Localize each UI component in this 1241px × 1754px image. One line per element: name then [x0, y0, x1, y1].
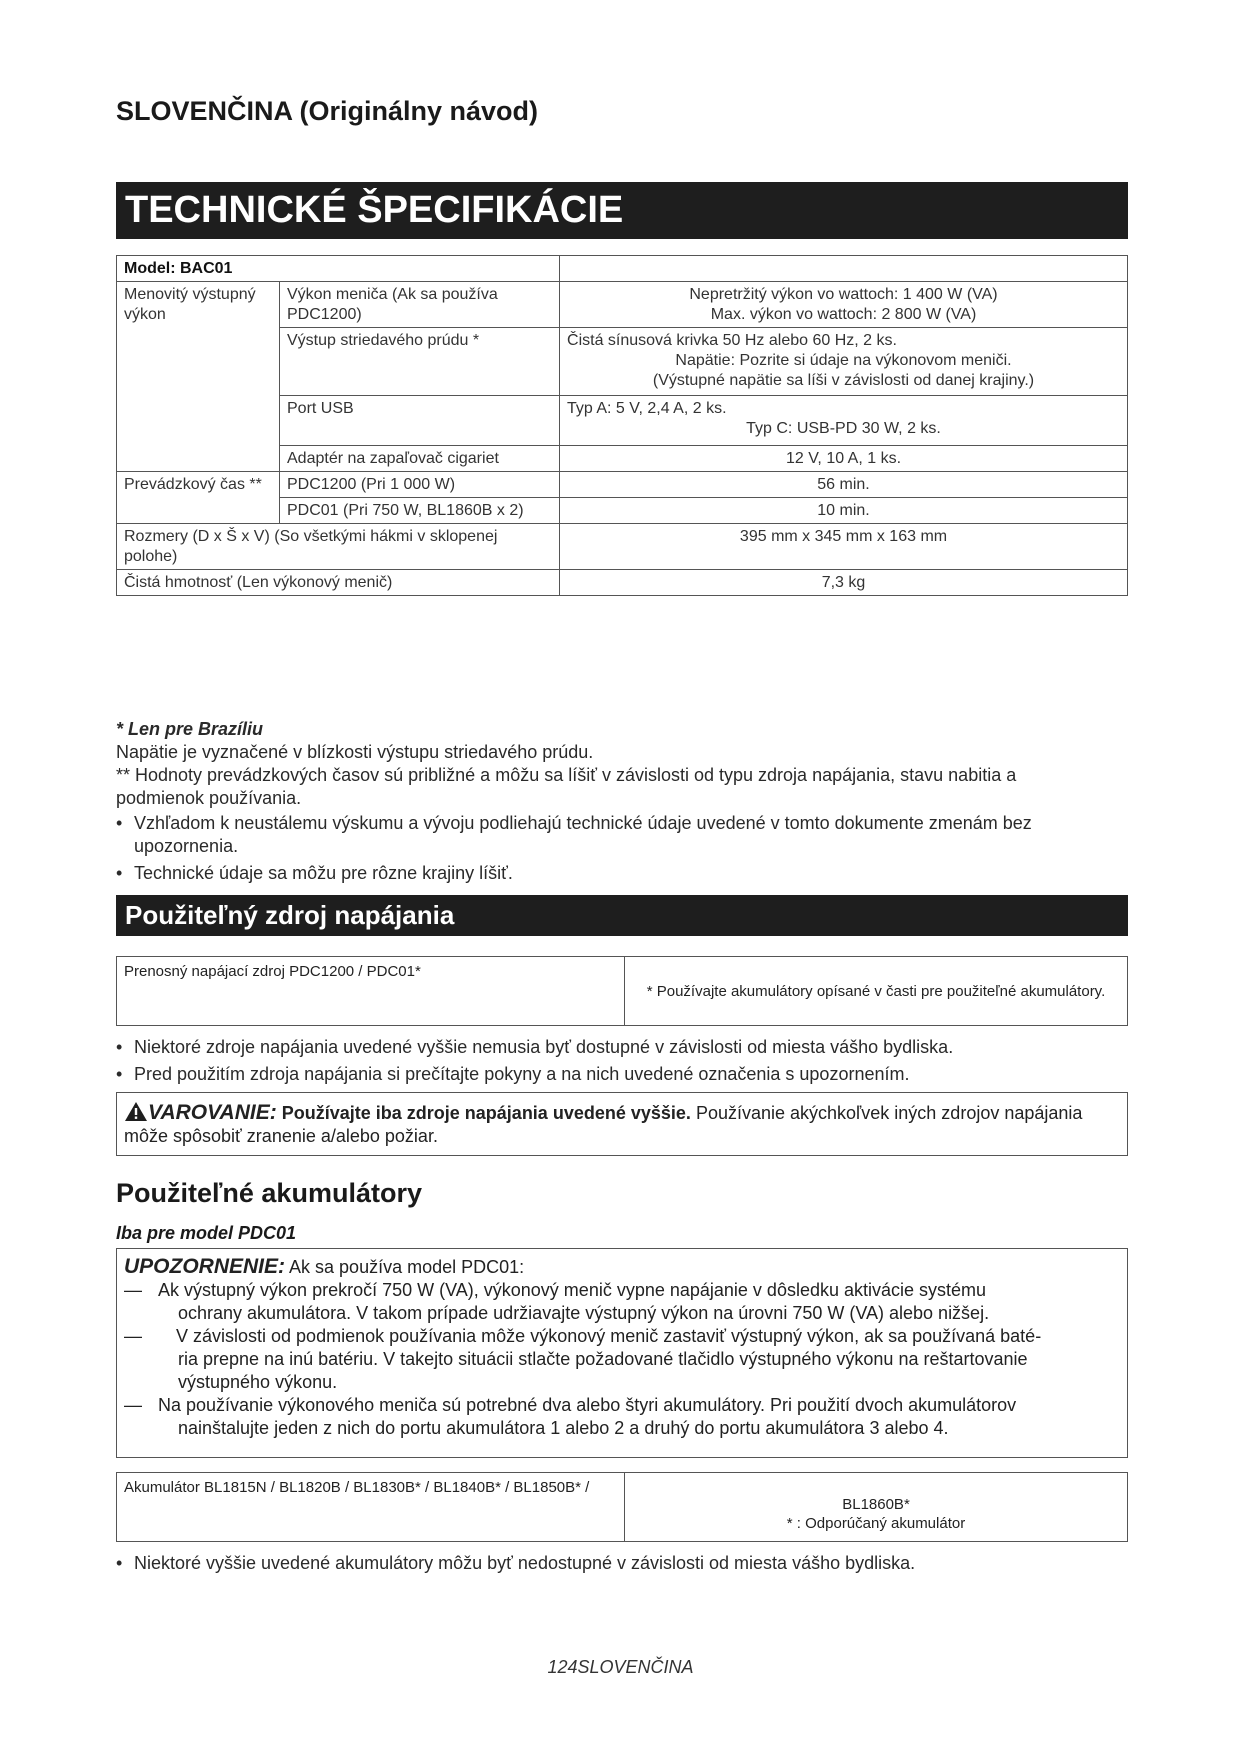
inverter-continuous: Nepretržitý výkon vo wattoch: 1 400 W (VA) [689, 286, 998, 303]
battery-table-right [625, 1473, 1127, 1541]
runtime-pdc01-label: PDC01 (Pri 750 W, BL1860B x 2) [280, 498, 560, 524]
caution-item-cont: výstupného výkonu. [178, 1372, 338, 1392]
runtime-pdc1200-label: PDC1200 (Pri 1 000 W) [280, 472, 560, 498]
battery-recommended-model: BL1860B* [842, 1496, 910, 1513]
dash: — [124, 1326, 142, 1346]
caution-box [116, 1248, 1128, 1458]
brazil-heading: * Len pre Brazíliu [116, 719, 264, 739]
table-row [117, 256, 1128, 282]
caution-item [124, 1279, 1120, 1325]
caution-intro: Ak sa používa model PDC01: [289, 1257, 525, 1277]
table-row [117, 570, 1128, 596]
model-cell: Model: BAC01 [117, 256, 560, 282]
warning-title: VAROVANIE: [148, 1101, 277, 1124]
caution-item-cont: nainštalujte jeden z nich do portu akumulátora 1 alebo 2 a druhý do portu akumulátora 3 alebo 4. [178, 1418, 949, 1438]
caution-item-cont: ria prepne na inú batériu. V takejto situácii stlačte požadované tlačidlo výstupného výkonu na reštartovanie [178, 1349, 1028, 1369]
notes-block [116, 718, 1096, 810]
spec-section-banner: TECHNICKÉ ŠPECIFIKÁCIE [116, 182, 1128, 239]
spec-table [116, 255, 1128, 596]
battery-subheading: Iba pre model PDC01 [116, 1223, 297, 1243]
bullet-text: Technické údaje sa môžu pre rôzne krajiny líšiť. [134, 863, 513, 883]
table-row [117, 472, 1128, 498]
caution-title: UPOZORNENIE: [124, 1255, 286, 1278]
ac-waveform: Čistá sínusová krivka 50 Hz alebo 60 Hz, 2 ks. [567, 332, 897, 349]
ac-output-label: Výstup striedavého prúdu * [280, 328, 560, 396]
warning-triangle-icon [124, 1101, 148, 1122]
usb-type-a: Typ A: 5 V, 2,4 A, 2 ks. [567, 400, 727, 417]
runtime-label: Prevádzkový čas ** [117, 472, 280, 524]
warning-text: Používanie akýchkoľvek iných zdrojov napájania môže spôsobiť zranenie a/alebo požiar. [124, 1103, 1083, 1146]
battery-heading: Použiteľné akumulátory [116, 1178, 422, 1208]
runtime-note: ** Hodnoty prevádzkových časov sú približné a môžu sa líšiť v závislosti od typu zdroja napájania, stavu nabitia a podmienok používania. [116, 765, 1017, 808]
power-source-banner: Použiteľný zdroj napájania [116, 895, 1128, 936]
weight-label: Čistá hmotnosť (Len výkonový menič) [117, 570, 560, 596]
runtime-pdc01-value: 10 min. [560, 498, 1128, 524]
ac-output-value [560, 328, 1128, 396]
bullet-text: Pred použitím zdroja napájania si prečítajte pokyny a na nich uvedené označenia s upozornením. [134, 1064, 910, 1084]
usb-type-c: Typ C: USB-PD 30 W, 2 ks. [746, 420, 941, 437]
caution-item [124, 1394, 1120, 1440]
ac-voltage: Napätie: Pozrite si údaje na výkonovom meniči. [675, 352, 1012, 369]
list-item: • Pred použitím zdroja napájania si prečítajte pokyny a na nich uvedené označenia s upozornením. [116, 1064, 910, 1084]
battery-table [116, 1472, 1128, 1542]
bullet-text: Niektoré zdroje napájania uvedené vyššie nemusia byť dostupné v závislosti od miesta vášho bydliska. [134, 1037, 954, 1057]
ac-voltage-note: (Výstupné napätie sa líši v závislosti od danej krajiny.) [652, 372, 1035, 389]
table-row [117, 282, 1128, 328]
list-item: • Niektoré zdroje napájania uvedené vyššie nemusia byť dostupné v závislosti od miesta vášho bydliska. [116, 1037, 954, 1057]
warning-box [116, 1092, 1128, 1156]
list-item: • Niektoré vyššie uvedené akumulátory môžu byť nedostupné v závislosti od miesta vášho bydliska. [116, 1553, 916, 1573]
table-row [117, 524, 1128, 570]
rated-output-label: Menovitý výstupný výkon [117, 282, 280, 472]
usb-value [560, 396, 1128, 446]
language-heading: SLOVENČINA (Originálny návod) [116, 96, 539, 126]
page-footer: 124SLOVENČINA [547, 1657, 694, 1677]
bullet-text: Niektoré vyššie uvedené akumulátory môžu byť nedostupné v závislosti od miesta vášho bydliska. [134, 1553, 916, 1573]
inverter-power-value [560, 282, 1128, 328]
caution-item-text: Na používanie výkonového meniča sú potrebné dva alebo štyri akumulátory. Pri použití dvoch akumulátorov [158, 1395, 1017, 1415]
battery-table-left: Akumulátor BL1815N / BL1820B / BL1830B* / BL1840B* / BL1850B* / [117, 1473, 625, 1541]
dash: — [124, 1280, 142, 1300]
brazil-text: Napätie je vyznačené v blízkosti výstupu striedavého prúdu. [116, 742, 594, 762]
list-item: • Vzhľadom k neustálemu výskumu a vývoju podliehajú technické údaje uvedené v tomto dokumente zmenám bez upozornenia. [116, 812, 1096, 858]
inverter-max: Max. výkon vo wattoch: 2 800 W (VA) [710, 306, 977, 323]
battery-recommended-note: * : Odporúčaný akumulátor [786, 1515, 966, 1532]
power-source-left: Prenosný napájací zdroj PDC1200 / PDC01* [117, 957, 625, 1025]
weight-value: 7,3 kg [560, 570, 1128, 596]
inverter-power-label: Výkon meniča (Ak sa používa PDC1200) [280, 282, 560, 328]
power-source-right: * Používajte akumulátory opísané v časti pre použiteľné akumulátory. [646, 983, 1106, 1000]
usb-label: Port USB [280, 396, 560, 446]
cigarette-label: Adaptér na zapaľovač cigariet [280, 446, 560, 472]
dimensions-label: Rozmery (D x Š x V) (So všetkými hákmi v sklopenej polohe) [117, 524, 560, 570]
cigarette-value: 12 V, 10 A, 1 ks. [560, 446, 1128, 472]
dash: — [124, 1395, 142, 1415]
list-item: • Technické údaje sa môžu pre rôzne krajiny líšiť. [116, 863, 513, 883]
bullet-text: Vzhľadom k neustálemu výskumu a vývoju podliehajú technické údaje uvedené v tomto dokumente zmenám bez upozornenia. [134, 813, 1032, 856]
power-source-table [116, 956, 1128, 1026]
runtime-pdc1200-value: 56 min. [560, 472, 1128, 498]
caution-item [124, 1325, 1120, 1394]
caution-item-text: Ak výstupný výkon prekročí 750 W (VA), výkonový menič vypne napájanie v dôsledku aktivácie systému [158, 1280, 987, 1300]
dimensions-value: 395 mm x 345 mm x 163 mm [560, 524, 1128, 570]
empty-cell [560, 256, 1128, 282]
caution-item-cont: ochrany akumulátora. V takom prípade udržiavajte výstupný výkon na úrovni 750 W (VA) alebo nižšej. [178, 1303, 990, 1323]
warning-bold-text: Používajte iba zdroje napájania uvedené vyššie. [281, 1103, 691, 1123]
caution-item-text: V závislosti od podmienok používania môže výkonový menič zastaviť výstupný výkon, ak sa používaná baté- [176, 1326, 1042, 1346]
